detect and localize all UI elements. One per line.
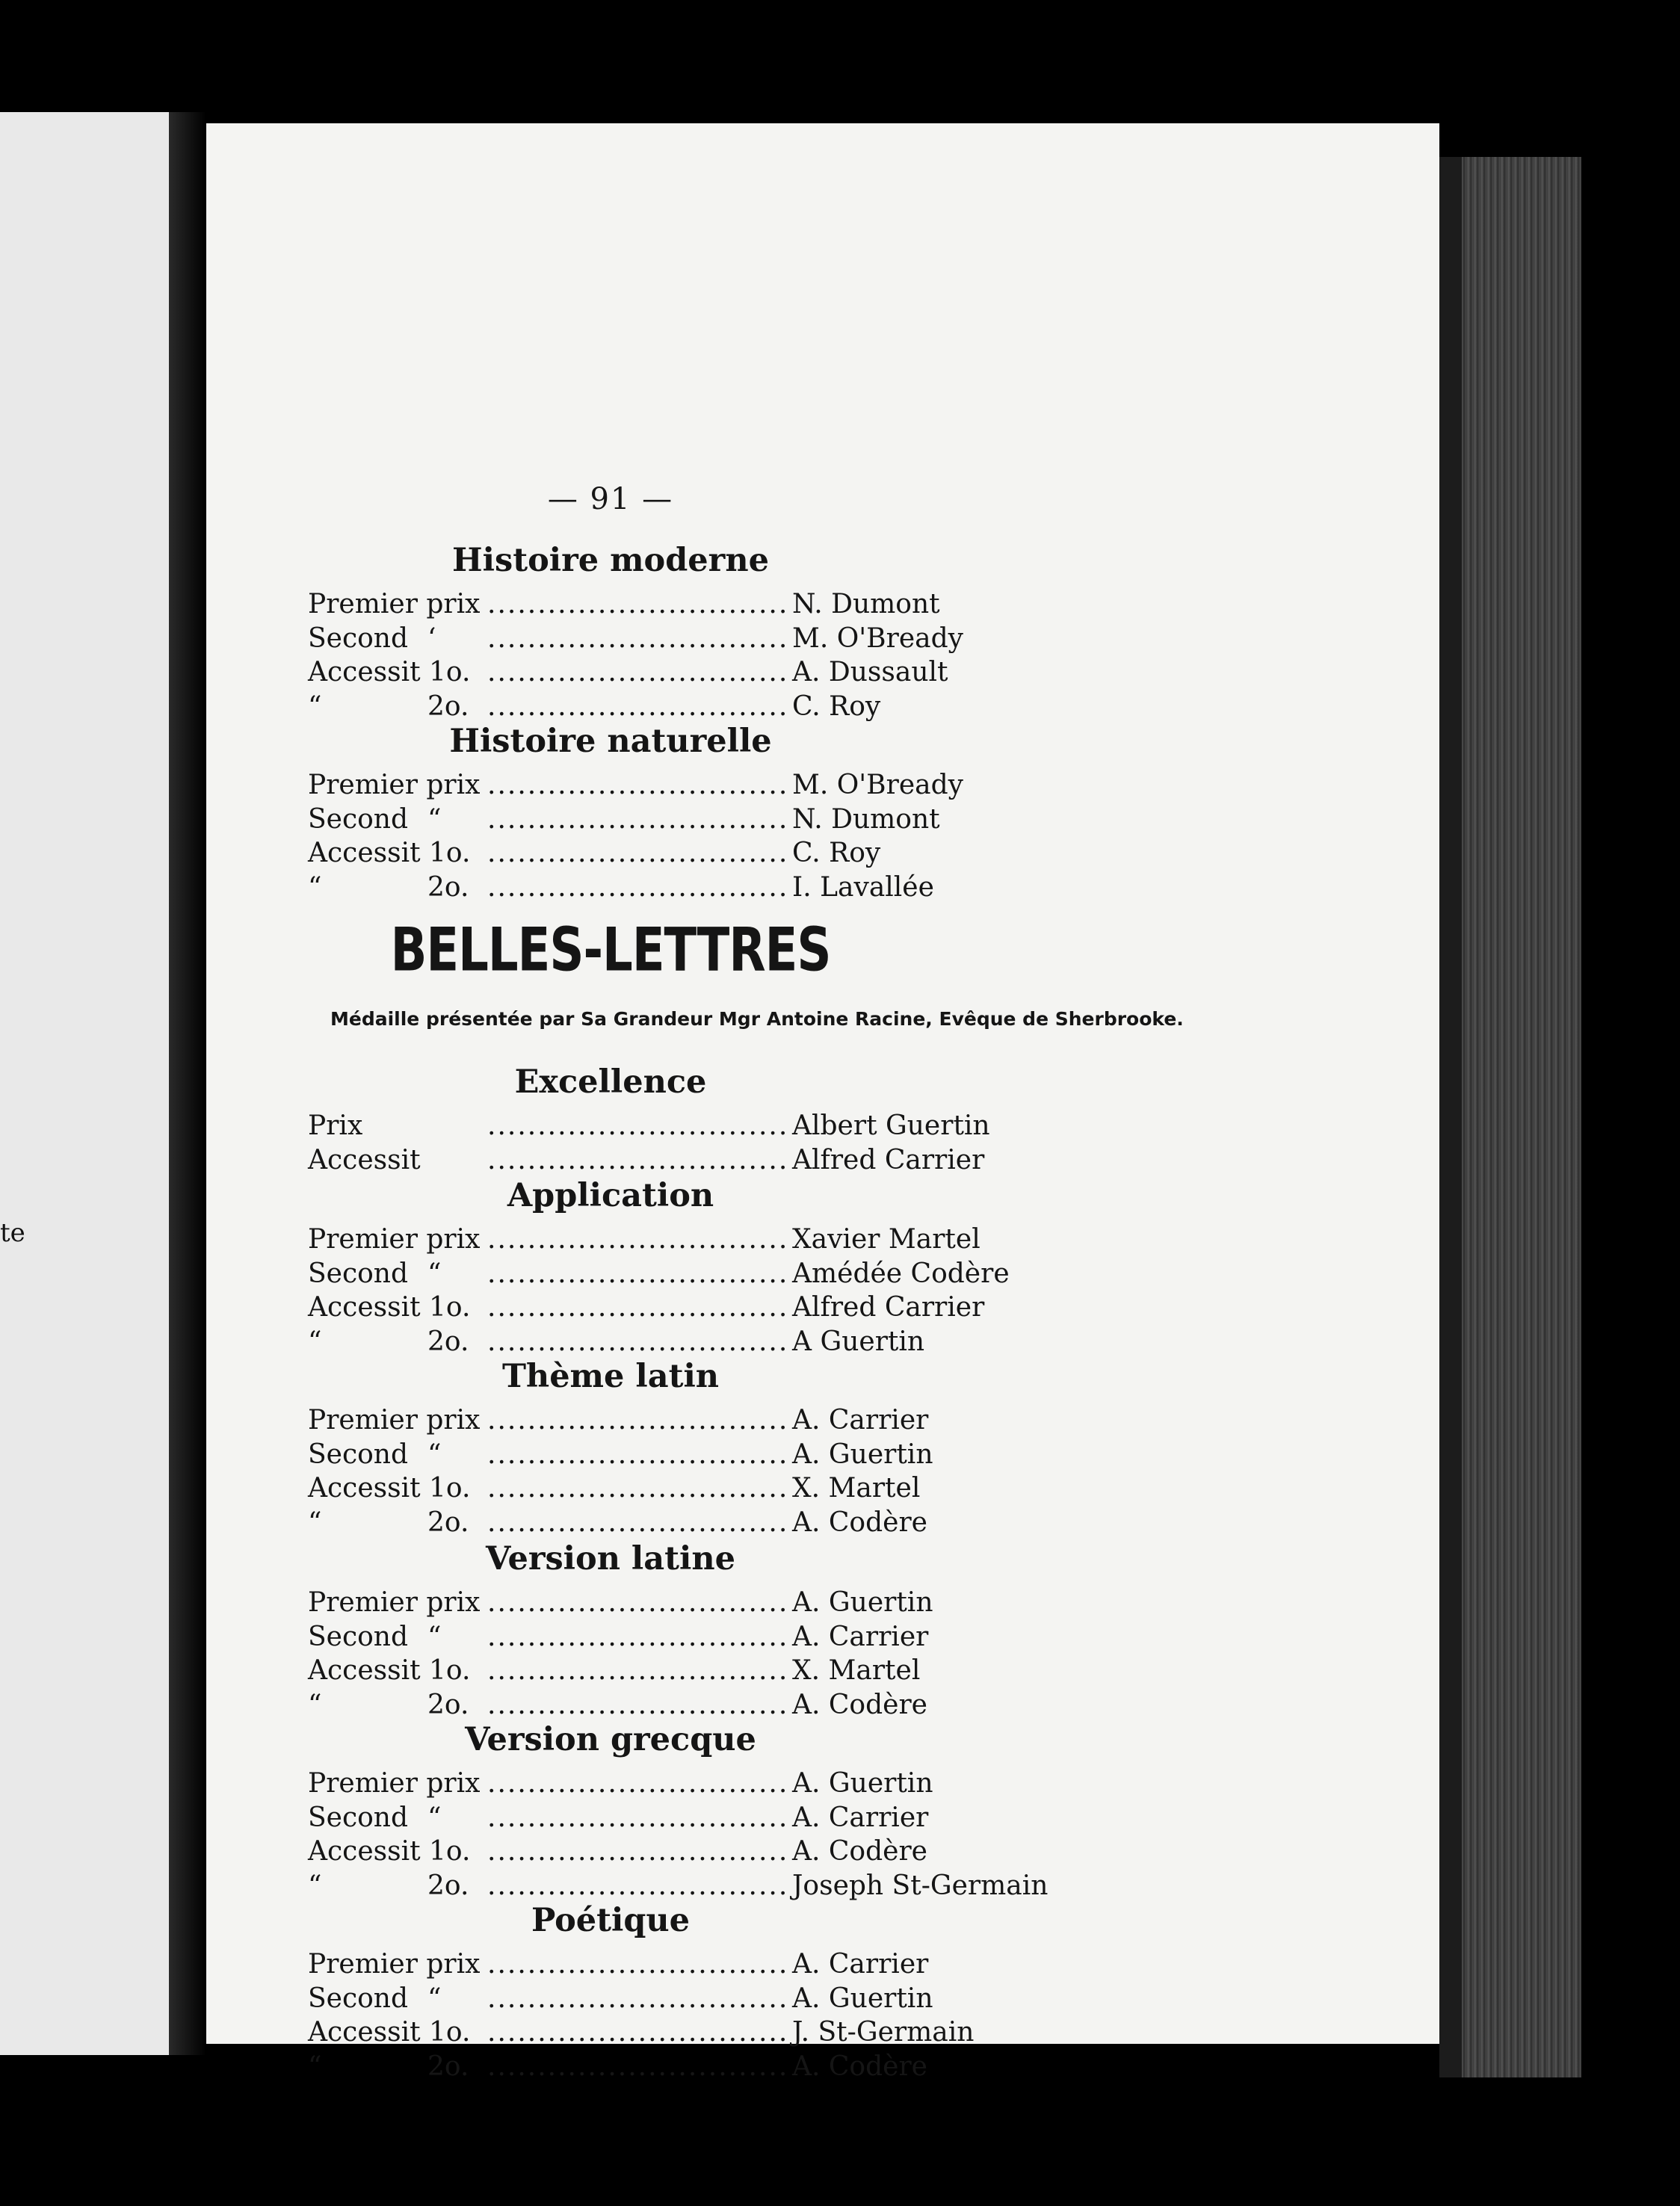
recipient-name: A. Carrier <box>792 1405 929 1436</box>
prize-ordinal: 2o. <box>427 690 469 722</box>
prize-label: “ <box>308 2051 322 2082</box>
prize-label: “ <box>308 690 322 722</box>
prize-label: Accessit 1o. <box>308 2017 471 2048</box>
prize-label: “ <box>308 1689 322 1720</box>
prize-row <box>308 1291 1205 1324</box>
prize-label: Second <box>308 1621 409 1652</box>
prize-row <box>308 1586 1205 1619</box>
prize-row <box>308 690 1205 723</box>
recipient-name: J. St-Germain <box>792 2017 975 2048</box>
prize-ordinal: “ <box>427 1983 442 2014</box>
left-page-edge-text: te <box>0 1218 25 1248</box>
belles-lettres-banner: BELLES-LETTRES <box>390 915 831 986</box>
prize-row <box>308 1326 1205 1359</box>
prize-row <box>308 1621 1205 1654</box>
recipient-name: C. Roy <box>792 690 881 722</box>
prize-label: Premier prix <box>308 1224 481 1255</box>
prize-ordinal: 2o. <box>427 2051 469 2082</box>
recipient-name: X. Martel <box>792 1655 921 1686</box>
dot-leader <box>487 1654 791 1687</box>
dot-leader <box>487 1835 791 1868</box>
prize-ordinal: 2o. <box>427 1507 469 1538</box>
recipient-name: Albert Guertin <box>792 1110 990 1141</box>
dot-leader <box>487 1621 791 1654</box>
recipient-name: Xavier Martel <box>792 1224 980 1255</box>
recipient-name: A. Codère <box>792 1507 927 1538</box>
prize-label: Accessit 1o. <box>308 1655 471 1686</box>
recipient-name: A Guertin <box>792 1326 925 1357</box>
prize-label: Second <box>308 1258 409 1289</box>
prize-ordinal: “ <box>427 1621 442 1652</box>
recipient-name: N. Dumont <box>792 803 940 835</box>
prize-row <box>308 1689 1205 1722</box>
dot-leader <box>487 1404 791 1437</box>
recipient-name: Amédée Codère <box>792 1258 1010 1289</box>
prize-label: Accessit 1o. <box>308 1292 471 1323</box>
dot-leader <box>487 1258 791 1291</box>
dot-leader <box>487 2016 791 2049</box>
dot-leader <box>487 622 791 655</box>
prize-label: Accessit 1o. <box>308 838 471 868</box>
prize-row <box>308 1948 1205 1981</box>
prize-label: “ <box>308 871 322 903</box>
section-title-histoire-moderne: Histoire moderne <box>452 542 769 579</box>
prize-row <box>308 2051 1205 2083</box>
dot-leader <box>487 1507 791 1539</box>
prize-row <box>308 871 1205 904</box>
section-title-excellence: Excellence <box>514 1063 707 1101</box>
prize-label: Premier prix <box>308 589 481 620</box>
prize-label: Premier prix <box>308 770 481 800</box>
recipient-name: A. Guertin <box>792 1587 933 1618</box>
dot-leader <box>487 1870 791 1903</box>
prize-ordinal: 2o. <box>427 871 469 903</box>
document-page <box>206 123 1439 2082</box>
dot-leader <box>487 871 791 904</box>
prize-row <box>308 1835 1205 1868</box>
recipient-name: C. Roy <box>792 838 881 868</box>
recipient-name: M. O'Bready <box>792 622 963 654</box>
recipient-name: A. Carrier <box>792 1621 929 1652</box>
recipient-name: A. Codère <box>792 2051 927 2082</box>
recipient-name: M. O'Bready <box>792 770 963 800</box>
recipient-name: Joseph St-Germain <box>792 1870 1049 1901</box>
prize-label: Accessit 1o. <box>308 1836 471 1867</box>
book-gutter <box>169 112 206 2055</box>
page-number: — 91 — <box>547 482 674 516</box>
recipient-name: I. Lavallée <box>792 871 934 903</box>
prize-row <box>308 2016 1205 2049</box>
dot-leader <box>487 1472 791 1505</box>
prize-ordinal: “ <box>427 1802 442 1833</box>
recipient-name: Alfred Carrier <box>792 1144 985 1175</box>
prize-row <box>308 1654 1205 1687</box>
dot-leader <box>487 837 791 870</box>
prize-label: “ <box>308 1507 322 1538</box>
dot-leader <box>487 588 791 621</box>
recipient-name: A. Guertin <box>792 1983 933 2014</box>
prize-ordinal: “ <box>427 803 442 835</box>
prize-label: Premier prix <box>308 1587 481 1618</box>
page-block-shadow <box>1439 157 1462 2077</box>
prize-label: “ <box>308 1326 322 1357</box>
prize-row <box>308 1472 1205 1505</box>
prize-ordinal: ‘ <box>427 622 436 654</box>
prize-row <box>308 1439 1205 1471</box>
prize-label: Second <box>308 1802 409 1833</box>
recipient-name: A. Guertin <box>792 1439 933 1470</box>
recipient-name: A. Dussault <box>792 657 948 688</box>
section-title-poetique: Poétique <box>531 1902 691 1939</box>
recipient-name: Alfred Carrier <box>792 1292 985 1323</box>
dot-leader <box>487 803 791 836</box>
prize-row <box>308 656 1205 689</box>
prize-label: Accessit 1o. <box>308 657 471 688</box>
dot-leader <box>487 1983 791 2015</box>
prize-label: Second <box>308 622 409 654</box>
recipient-name: A. Codère <box>792 1836 927 1867</box>
dot-leader <box>487 1291 791 1324</box>
prize-row <box>308 1144 1205 1177</box>
prize-label: Premier prix <box>308 1768 481 1799</box>
recipient-name: A. Guertin <box>792 1768 933 1799</box>
prize-label: Second <box>308 803 409 835</box>
left-facing-page <box>0 112 173 2055</box>
prize-label: Accessit 1o. <box>308 1473 471 1504</box>
prize-row <box>308 803 1205 836</box>
prize-row <box>308 837 1205 870</box>
recipient-name: X. Martel <box>792 1473 921 1504</box>
prize-row <box>308 1258 1205 1291</box>
recipient-name: N. Dumont <box>792 589 940 620</box>
dot-leader <box>487 1948 791 1981</box>
prize-row <box>308 622 1205 655</box>
dot-leader <box>487 1689 791 1722</box>
prize-ordinal: 2o. <box>427 1689 469 1720</box>
prize-row <box>308 1507 1205 1539</box>
prize-ordinal: 2o. <box>427 1326 469 1357</box>
prize-label: “ <box>308 1870 322 1901</box>
prize-label: Premier prix <box>308 1405 481 1436</box>
prize-row <box>308 1223 1205 1256</box>
section-title-theme-latin: Thème latin <box>501 1358 720 1395</box>
prize-row <box>308 588 1205 621</box>
dot-leader <box>487 2051 791 2083</box>
prize-label: Accessit <box>308 1144 421 1175</box>
dot-leader <box>487 1223 791 1256</box>
dot-leader <box>487 769 791 802</box>
recipient-name: A. Codère <box>792 1689 927 1720</box>
prize-ordinal: “ <box>427 1258 442 1289</box>
prize-ordinal: “ <box>427 1439 442 1470</box>
prize-label: Second <box>308 1439 409 1470</box>
dot-leader <box>487 1110 791 1143</box>
dot-leader <box>487 656 791 689</box>
dot-leader <box>487 1767 791 1800</box>
section-title-version-grecque: Version grecque <box>465 1721 756 1758</box>
prize-row <box>308 769 1205 802</box>
prize-row <box>308 1870 1205 1903</box>
prize-label: Second <box>308 1983 409 2014</box>
section-title-version-latine: Version latine <box>486 1540 735 1578</box>
dot-leader <box>487 1802 791 1835</box>
prize-ordinal: 2o. <box>427 1870 469 1901</box>
recipient-name: A. Carrier <box>792 1949 929 1980</box>
section-title-application: Application <box>507 1177 714 1214</box>
prize-row <box>308 1983 1205 2015</box>
medal-note: Médaille présentée par Sa Grandeur Mgr Antoine Racine, Evêque de Sherbrooke. <box>330 1008 1184 1030</box>
prize-row <box>308 1110 1205 1143</box>
section-title-histoire-naturelle: Histoire naturelle <box>449 723 772 760</box>
prize-row <box>308 1802 1205 1835</box>
prize-row <box>308 1404 1205 1437</box>
dot-leader <box>487 1586 791 1619</box>
dot-leader <box>487 1326 791 1359</box>
prize-label: Premier prix <box>308 1949 481 1980</box>
prize-label: Prix <box>308 1110 363 1141</box>
dot-leader <box>487 1439 791 1471</box>
dot-leader <box>487 1144 791 1177</box>
dot-leader <box>487 690 791 723</box>
prize-row <box>308 1767 1205 1800</box>
recipient-name: A. Carrier <box>792 1802 929 1833</box>
